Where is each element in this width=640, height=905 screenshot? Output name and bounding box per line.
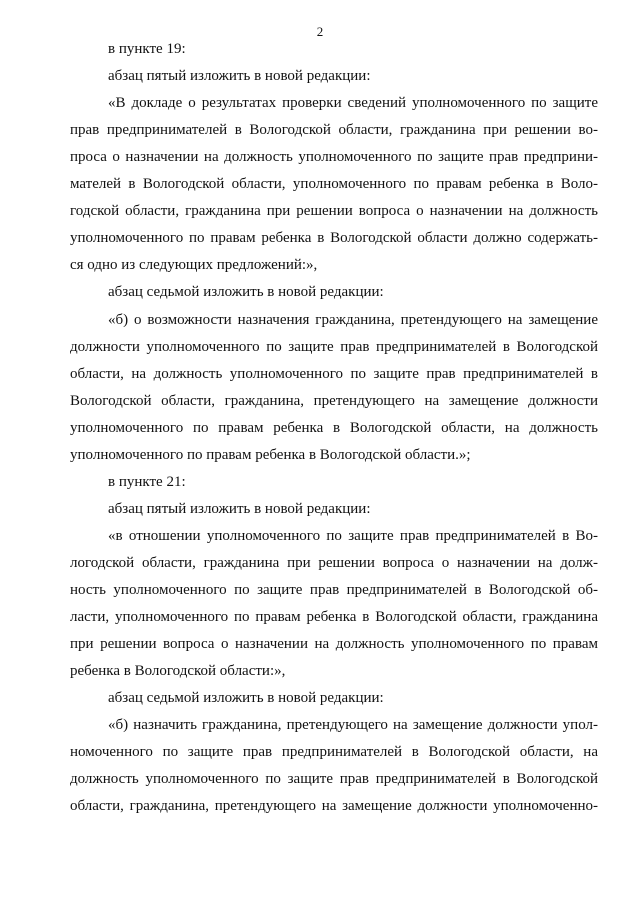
text-line: ребенка в Вологодской области:», <box>70 663 286 679</box>
text-line: ласти, уполномоченного по правам ребенка в Вологодской области, гражданина <box>70 609 598 625</box>
text-line: ся одно из следующих предложений:», <box>70 257 318 273</box>
text-line: «б) назначить гражданина, претендующего на замещение должности упол- <box>108 717 598 733</box>
text-line: уполномоченного по правам ребенка в Вологодской области должно содержать- <box>70 230 598 246</box>
text-line: «в отношении уполномоченного по защите прав предпринимателей в Во- <box>108 528 598 544</box>
text-line: «В докладе о результатах проверки сведений уполномоченного по защите <box>108 95 598 111</box>
text-line: абзац пятый изложить в новой редакции: <box>108 501 371 517</box>
text-line: должность уполномоченного по защите прав предпринимателей в Вологодской <box>70 771 598 787</box>
text-line: логодской области, гражданина при решении вопроса о назначении на долж- <box>70 555 598 571</box>
text-line: годской области, гражданина при решении вопроса о назначении на должность <box>70 203 598 219</box>
text-line: мателей в Вологодской области, уполномоченного по правам ребенка в Воло- <box>70 176 598 192</box>
text-line: должности уполномоченного по защите прав предпринимателей в Вологодской <box>70 339 598 355</box>
text-line: области, на должность уполномоченного по защите прав предпринимателей в <box>70 366 598 382</box>
text-line: проса о назначении на должность уполномоченного по защите прав предприни- <box>70 149 598 165</box>
text-line: Вологодской области, гражданина, претендующего на замещение должности <box>70 393 598 409</box>
text-line: «б) о возможности назначения гражданина, претендующего на замещение <box>108 312 598 328</box>
text-line: абзац седьмой изложить в новой редакции: <box>108 690 384 706</box>
text-line: абзац седьмой изложить в новой редакции: <box>108 284 384 300</box>
text-line: области, гражданина, претендующего на замещение должности уполномоченно- <box>70 798 598 814</box>
text-line: при решении вопроса о назначении на должность уполномоченного по правам <box>70 636 598 652</box>
text-line: прав предпринимателей в Вологодской области, гражданина при решении во- <box>70 122 598 138</box>
text-line: абзац пятый изложить в новой редакции: <box>108 68 371 84</box>
text-line: уполномоченного по правам ребенка в Вологодской области, на должность <box>70 420 598 436</box>
text-line: номоченного по защите прав предпринимателей в Вологодской области, на <box>70 744 598 760</box>
text-line: в пункте 21: <box>108 474 186 490</box>
text-line: ность уполномоченного по защите прав предпринимателей в Вологодской об- <box>70 582 598 598</box>
page-number: 2 <box>316 24 324 39</box>
text-line: уполномоченного по правам ребенка в Вологодской области.»; <box>70 447 471 463</box>
text-line: в пункте 19: <box>108 41 186 57</box>
